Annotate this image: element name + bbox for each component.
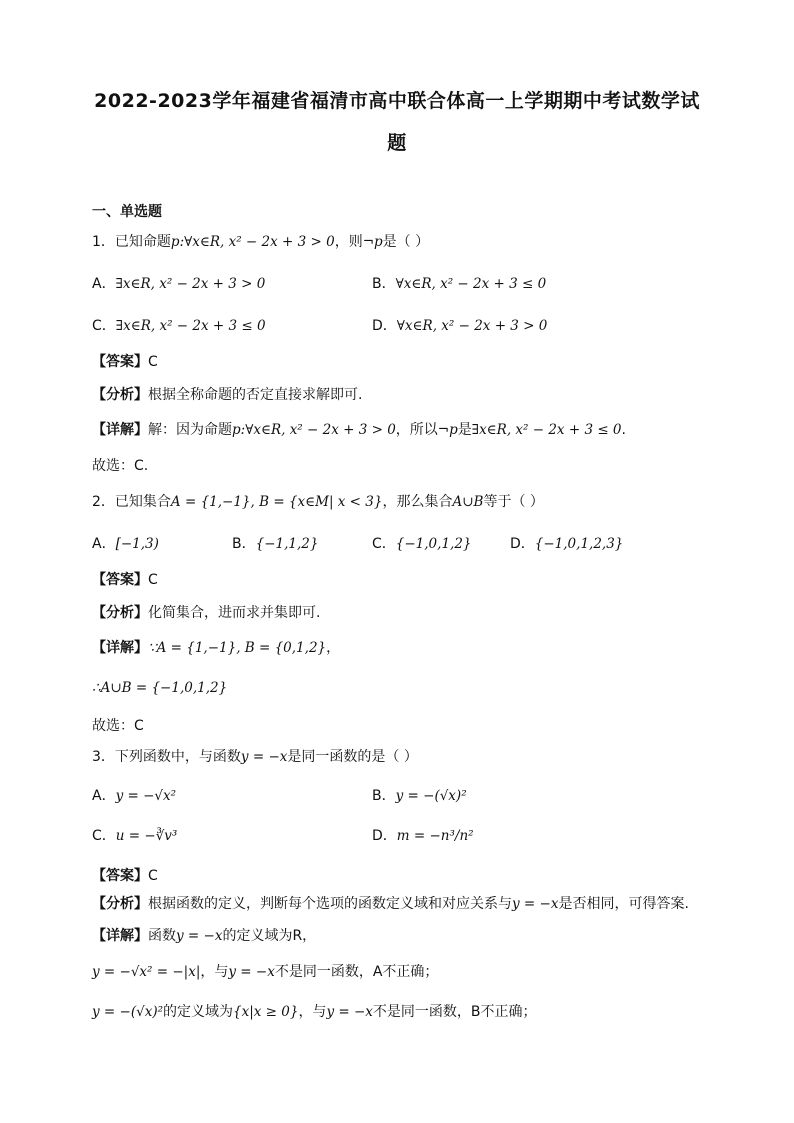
q3-answer-tag: 【答案】 — [92, 868, 148, 884]
q3-option-c-label: C． — [92, 828, 116, 844]
q3-analysis-text: 根据函数的定义，判断每个选项的函数定义域和对应关系与 — [148, 896, 512, 912]
q1-stem-text3: 是（ ） — [382, 234, 430, 250]
q2-stem-text2: ，那么集合 — [382, 494, 453, 510]
q1-option-d-math: ∀x∈R, x² − 2x + 3 > 0 — [396, 318, 548, 334]
q3-lineb-text2: ，与 — [298, 1004, 327, 1020]
q1-answer — [92, 352, 158, 372]
q1-option-a — [92, 274, 265, 294]
q1-option-a-label: A． — [92, 276, 116, 292]
q1-option-b-label: B． — [372, 276, 396, 292]
q3-stem — [92, 747, 418, 767]
q2-option-d-label: D． — [510, 536, 535, 552]
q2-option-c-math: {−1,0,1,2} — [395, 536, 472, 552]
q1-detail-tag: 【详解】 — [92, 422, 148, 438]
q3-option-d — [372, 826, 474, 846]
q1-stem-math: p:∀x∈R, x² − 2x + 3 > 0 — [170, 234, 335, 250]
q3-stem-math: y = −x — [240, 749, 288, 765]
q1-answer-value: C — [148, 354, 158, 370]
q1-stem — [92, 232, 429, 252]
q2-analysis-tag: 【分析】 — [92, 605, 148, 621]
q2-stem-math: A = {1,−1}, B = {x∈M| x < 3} — [170, 494, 383, 510]
q3-linea-text: ，与 — [200, 964, 229, 980]
q1-option-b — [372, 274, 546, 294]
q3-analysis-math: y = −x — [512, 896, 559, 912]
q3-option-c — [92, 826, 177, 846]
q2-detail-math2: ∴A∪B = {−1,0,1,2} — [92, 680, 228, 696]
q1-analysis — [92, 385, 362, 405]
q3-option-a — [92, 786, 176, 806]
q3-lineb-math1: y = −(√x)² — [92, 1004, 163, 1020]
q1-analysis-tag: 【分析】 — [92, 387, 148, 403]
q2-answer — [92, 570, 158, 590]
q1-detail-text4: . — [621, 422, 626, 438]
q1-option-c-label: C． — [92, 318, 116, 334]
q3-option-a-math: y = −√x² — [115, 788, 177, 804]
q2-detail-tag: 【详解】 — [92, 640, 148, 656]
q2-option-b — [232, 534, 318, 554]
doc-title-line2: 题 — [387, 132, 407, 154]
q2-stem — [92, 492, 544, 512]
q2-option-d-math: {−1,0,1,2,3} — [534, 536, 624, 552]
q1-option-a-math: ∃x∈R, x² − 2x + 3 > 0 — [115, 276, 266, 292]
q2-detail — [92, 638, 340, 658]
q3-analysis — [92, 894, 689, 914]
q3-linea-math1: y = −√x² = −|x| — [92, 964, 201, 980]
q1-detail-text: 解：因为命题 — [148, 422, 232, 438]
q1-stem-text: 1．已知命题 — [92, 234, 171, 250]
q3-option-d-math: m = −n³/n² — [396, 828, 474, 844]
q1-detail — [92, 420, 626, 440]
q2-option-a-label: A． — [92, 536, 116, 552]
q2-analysis — [92, 603, 320, 623]
q3-option-d-label: D． — [372, 828, 397, 844]
q1-detail-math1: p:∀x∈R, x² − 2x + 3 > 0 — [232, 422, 396, 438]
q3-linea-math2: y = −x — [228, 964, 275, 980]
q1-option-d — [372, 316, 547, 336]
q3-analysis-tag: 【分析】 — [92, 896, 148, 912]
q2-option-b-label: B． — [232, 536, 256, 552]
q1-analysis-text: 根据全称命题的否定直接求解即可. — [148, 387, 363, 403]
q2-stem-text3: 等于（ ） — [483, 494, 544, 510]
q2-answer-tag: 【答案】 — [92, 572, 148, 588]
doc-title-line1: 2022-2023学年福建省福清市高中联合体高一上学期期中考试数学试 — [94, 90, 700, 112]
q2-option-c — [372, 534, 472, 554]
q2-stem-text: 2．已知集合 — [92, 494, 171, 510]
q3-lineb-text: 的定义域为 — [163, 1004, 233, 1020]
q1-detail-math2: ¬p — [437, 422, 458, 438]
q1-detail-text3: 是 — [457, 422, 472, 438]
q1-conclusion: 故选：C. — [92, 458, 149, 474]
q1-option-c — [92, 316, 266, 336]
q3-detail-line-b — [92, 1002, 537, 1022]
section-heading: 一、单选题 — [92, 204, 162, 220]
q2-analysis-text: 化简集合，进而求并集即可. — [148, 605, 321, 621]
q3-lineb-math3: y = −x — [326, 1004, 373, 1020]
q1-option-d-label: D． — [372, 318, 397, 334]
q3-detail-text2: 的定义域为R， — [222, 928, 317, 944]
q2-detail-union — [92, 678, 227, 698]
q3-detail-text: 函数 — [148, 928, 176, 944]
q1-stem-text2: ，则 — [334, 234, 363, 250]
q3-linea-text2: 不是同一函数，A不正确； — [274, 964, 439, 980]
q3-lineb-math2: {x|x ≥ 0} — [233, 1004, 299, 1020]
q2-option-c-label: C． — [372, 536, 396, 552]
q3-answer-value: C — [148, 868, 158, 884]
q3-stem-text: 3．下列函数中，与函数 — [92, 749, 241, 765]
q3-detail — [92, 926, 316, 946]
q3-option-c-math: u = −∛v³ — [115, 828, 178, 844]
q3-option-b — [372, 786, 467, 806]
q3-detail-line-a — [92, 962, 438, 982]
q2-detail-text: ， — [326, 640, 341, 656]
q1-option-b-math: ∀x∈R, x² − 2x + 3 ≤ 0 — [395, 276, 547, 292]
q2-option-b-math: {−1,1,2} — [255, 536, 319, 552]
q2-option-a — [92, 534, 159, 554]
q1-option-c-math: ∃x∈R, x² − 2x + 3 ≤ 0 — [115, 318, 266, 334]
q1-stem-math2: ¬p — [362, 234, 383, 250]
q3-option-b-math: y = −(√x)² — [395, 788, 467, 804]
q2-option-d — [510, 534, 623, 554]
q3-lineb-text3: 不是同一函数，B不正确； — [372, 1004, 537, 1020]
q2-conclusion: 故选：C — [92, 718, 144, 734]
q2-answer-value: C — [148, 572, 158, 588]
q2-stem-math2: A∪B — [452, 494, 484, 510]
q3-option-b-label: B． — [372, 788, 396, 804]
q3-option-a-label: A． — [92, 788, 116, 804]
q3-analysis-text2: 是否相同，可得答案. — [558, 896, 689, 912]
q1-answer-tag: 【答案】 — [92, 354, 148, 370]
q2-detail-math1: ∵A = {1,−1}, B = {0,1,2} — [148, 640, 327, 656]
q3-answer — [92, 866, 158, 886]
q3-detail-tag: 【详解】 — [92, 928, 148, 944]
q1-detail-math3: ∃x∈R, x² − 2x + 3 ≤ 0 — [471, 422, 622, 438]
q1-detail-text2: ，所以 — [395, 422, 438, 438]
q2-option-a-math: [−1,3) — [115, 536, 159, 552]
q3-detail-math1: y = −x — [176, 928, 223, 944]
q3-stem-text2: 是同一函数的是（ ） — [287, 749, 418, 765]
